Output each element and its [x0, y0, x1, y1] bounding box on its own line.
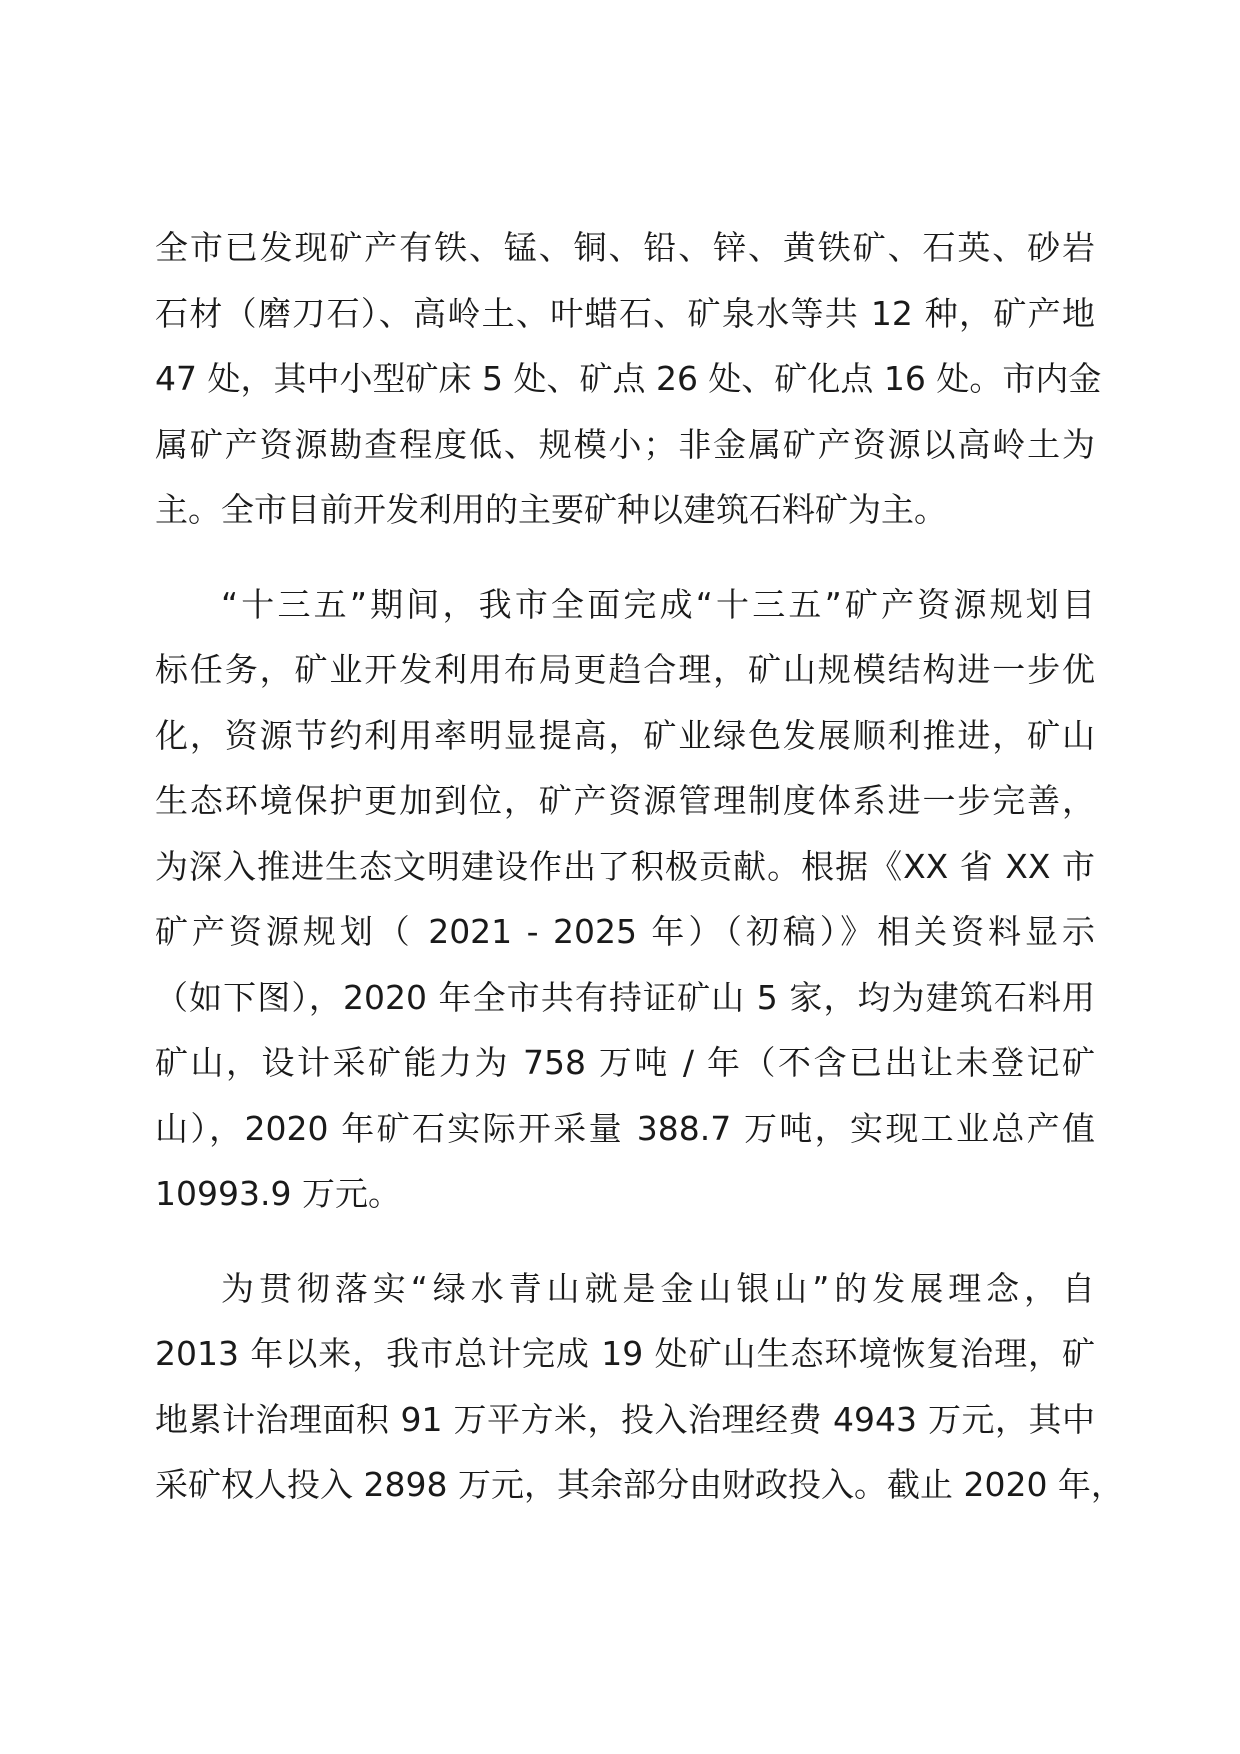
text-line: 10993.9 万元。 — [155, 1174, 401, 1213]
text-line: 生态环境保护更加到位，矿产资源管理制度体系进一步完善， — [155, 781, 1095, 820]
document-body — [155, 215, 1124, 1518]
paragraph-mineral-resources — [155, 215, 1102, 543]
text-line: 矿山，设计采矿能力为 758 万吨 / 年（不含已出让未登记矿 — [155, 1043, 1095, 1082]
text-line: “十三五”期间，我市全面完成“十三五”矿产资源规划目 — [221, 584, 1095, 624]
text-line: 采矿权人投入 2898 万元，其余部分由财政投入。截止 2020 年， — [155, 1465, 1124, 1504]
text-line: 为深入推进生态文明建设作出了积极贡献。根据《XX 省 XX 市 — [155, 846, 1095, 886]
text-line: 地累计治理面积 91 万平方米，投入治理经费 4943 万元，其中 — [155, 1399, 1095, 1439]
paragraph-spacer — [155, 543, 1095, 572]
text-line: 标任务，矿业开发利用布局更趋合理，矿山规模结构进一步优 — [155, 650, 1095, 689]
text-line: 47 处，其中小型矿床 5 处、矿点 26 处、矿化点 16 处。市内金 — [155, 359, 1102, 398]
text-line: 石材（磨刀石）、高岭土、叶蜡石、矿泉水等共 12 种，矿产地 — [155, 293, 1095, 333]
text-line: 属矿产资源勘查程度低、规模小；非金属矿产资源以高岭土为 — [155, 424, 1095, 464]
text-line: 主。全市目前开发利用的主要矿种以建筑石料矿为主。 — [155, 490, 947, 529]
text-line: 化，资源节约利用率明显提高，矿业绿色发展顺利推进，矿山 — [155, 715, 1095, 755]
text-line: 2013 年以来，我市总计完成 19 处矿山生态环境恢复治理，矿 — [155, 1334, 1095, 1373]
paragraph-thirteenth-five-year — [155, 572, 1095, 1227]
paragraph-ecological-restoration — [155, 1256, 1124, 1518]
text-line: 矿产资源规划（ 2021 - 2025 年）（初稿）》相关资料显示 — [155, 912, 1095, 951]
text-line: 山），2020 年矿石实际开采量 388.7 万吨，实现工业总产值 — [155, 1108, 1095, 1148]
text-line: 全市已发现矿产有铁、锰、铜、铅、锌、黄铁矿、石英、砂岩 — [155, 228, 1095, 267]
text-line: 为贯彻落实“绿水青山就是金山银山”的发展理念，自 — [221, 1268, 1095, 1308]
paragraph-spacer — [155, 1227, 1095, 1256]
text-line: （如下图），2020 年全市共有持证矿山 5 家，均为建筑石料用 — [155, 977, 1095, 1017]
